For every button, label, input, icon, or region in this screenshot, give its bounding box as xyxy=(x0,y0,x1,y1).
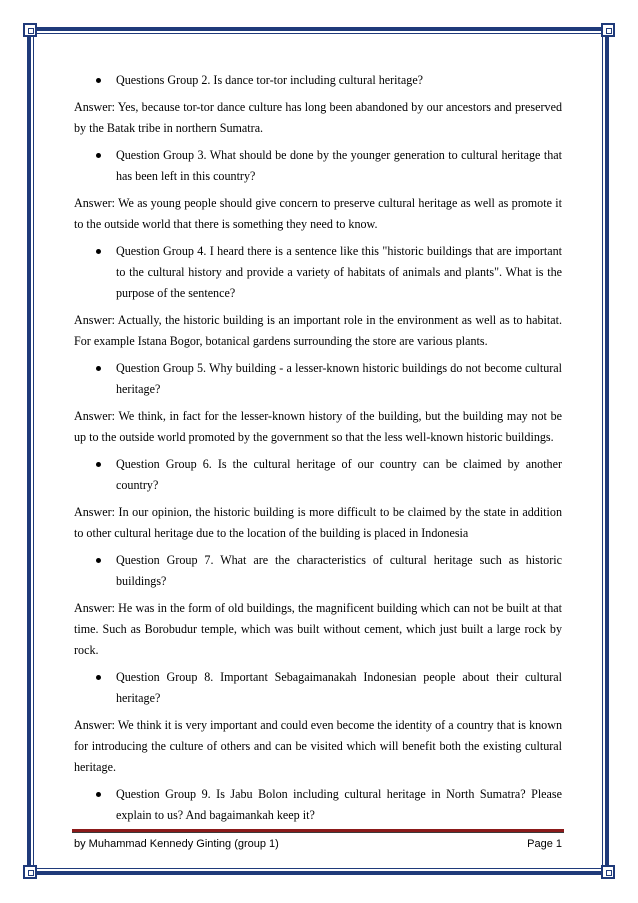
question-item: Question Group 5. Why building - a lesser-known historic buildings do not become cultural heritage? xyxy=(74,358,562,400)
answer-paragraph: Answer: In our opinion, the historic building is more difficult to be claimed by the state in addition to other cultural heritage due to the location of the building is placed in Indonesia xyxy=(74,505,562,540)
question-item: Question Group 6. Is the cultural heritage of our country can be claimed by another country? xyxy=(74,454,562,496)
bullet-icon xyxy=(74,145,116,187)
question-item: Question Group 4. I heard there is a sentence like this "historic buildings that are important to the cultural history and provide a variety of habitats of animals and plants". What is the purpose of the sentence? xyxy=(74,241,562,304)
bullet-icon xyxy=(74,358,116,400)
border-corner-top-left xyxy=(23,23,37,37)
question-item: Question Group 8. Important Sebagaimanakah Indonesian people about their cultural heritage? xyxy=(74,667,562,709)
footer-author: by Muhammad Kennedy Ginting (group 1) xyxy=(74,838,279,850)
bullet-icon xyxy=(74,454,116,496)
footer-rule xyxy=(72,829,564,833)
footer-page-number: Page 1 xyxy=(527,838,562,850)
document-body xyxy=(74,70,562,826)
bullet-icon xyxy=(74,550,116,592)
answer-paragraph: Answer: He was in the form of old buildings, the magnificent building which can not be built at that time. Such as Borobudur temple, which was built without cement, which just built a large rock by rock. xyxy=(74,601,562,657)
question-item: Question Group 7. What are the characteristics of cultural heritage such as historic buildings? xyxy=(74,550,562,592)
answer-paragraph: Answer: We think, in fact for the lesser-known history of the building, but the building may not be up to the outside world promoted by the government so that the less well-known historic buildings. xyxy=(74,409,562,444)
answer-paragraph: Answer: Actually, the historic building is an important role in the environment as well as to habitat. For example Istana Bogor, botanical gardens surrounding the store are various plants. xyxy=(74,313,562,348)
question-item: Questions Group 2. Is dance tor-tor including cultural heritage? xyxy=(74,70,562,91)
question-item: Question Group 3. What should be done by the younger generation to cultural heritage that has been left in this country? xyxy=(74,145,562,187)
answer-paragraph: Answer: We think it is very important and could even become the identity of a country that is known for introducing the culture of others and can be visited which will benefit both the existing cultural heritage. xyxy=(74,718,562,774)
question-item: Question Group 9. Is Jabu Bolon including cultural heritage in North Sumatra? Please explain to us? And bagaimankah keep it? xyxy=(74,784,562,826)
bullet-icon xyxy=(74,784,116,826)
bullet-icon xyxy=(74,241,116,304)
border-corner-top-right xyxy=(601,23,615,37)
bullet-icon xyxy=(74,667,116,709)
border-corner-bottom-left xyxy=(23,865,37,879)
page-footer xyxy=(74,838,562,850)
answer-paragraph: Answer: Yes, because tor-tor dance culture has long been abandoned by our ancestors and preserved by the Batak tribe in northern Sumatra. xyxy=(74,100,562,135)
border-corner-bottom-right xyxy=(601,865,615,879)
bullet-icon xyxy=(74,70,116,91)
answer-paragraph: Answer: We as young people should give concern to preserve cultural heritage as well as promote it to the outside world that there is something they need to know. xyxy=(74,196,562,231)
